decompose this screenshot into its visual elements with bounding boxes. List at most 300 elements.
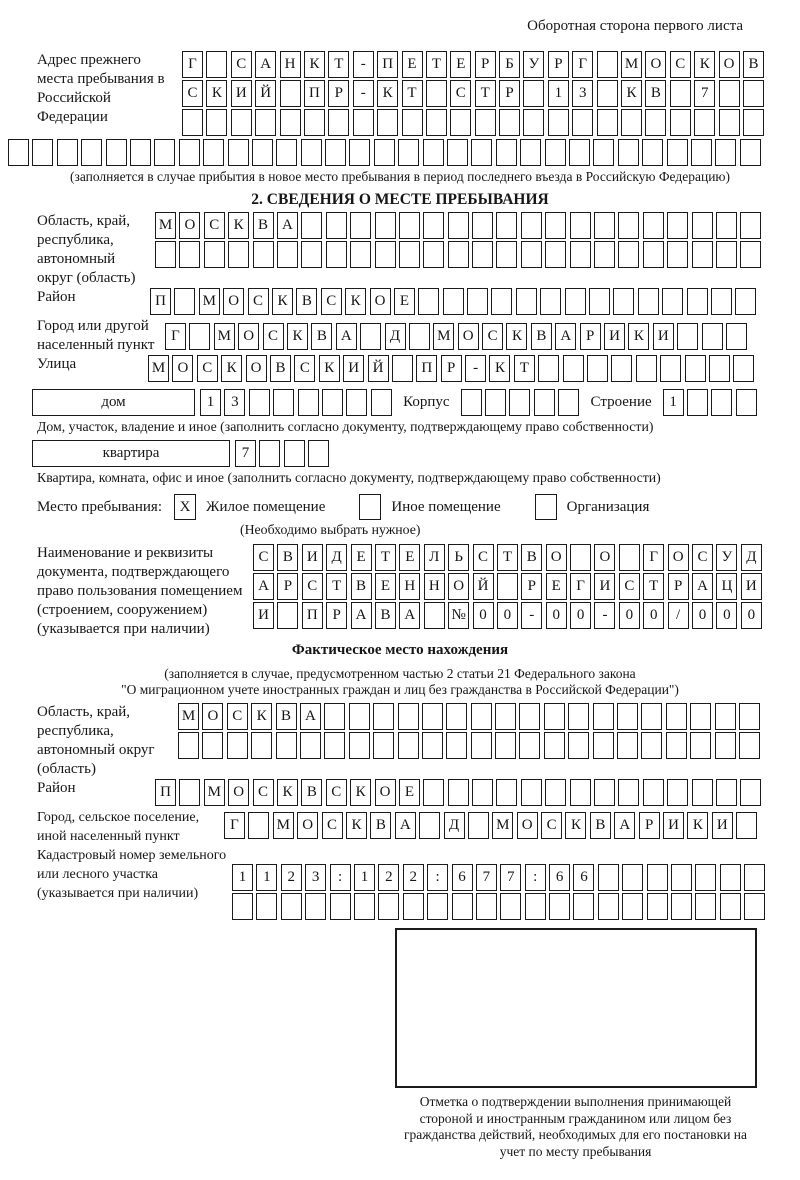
char-cell[interactable]: Л <box>424 544 445 571</box>
char-cell[interactable]: К <box>350 779 371 806</box>
char-cell[interactable]: К <box>272 288 293 315</box>
char-cell[interactable]: 0 <box>546 602 567 629</box>
char-cell[interactable]: - <box>594 602 615 629</box>
char-cell[interactable] <box>641 732 662 759</box>
char-cell[interactable] <box>647 864 668 891</box>
char-cell[interactable] <box>520 139 541 166</box>
char-cell[interactable] <box>277 602 298 629</box>
char-cell[interactable]: Д <box>444 812 465 839</box>
char-cell[interactable]: О <box>719 51 740 78</box>
char-cell[interactable] <box>206 51 227 78</box>
char-cell[interactable] <box>597 51 618 78</box>
char-cell[interactable]: М <box>621 51 642 78</box>
char-cell[interactable] <box>206 109 227 136</box>
char-cell[interactable]: О <box>370 288 391 315</box>
char-cell[interactable] <box>544 703 565 730</box>
char-cell[interactable] <box>662 288 683 315</box>
char-cell[interactable] <box>427 893 448 920</box>
char-cell[interactable] <box>618 139 639 166</box>
char-cell[interactable] <box>228 241 249 268</box>
char-cell[interactable]: 0 <box>716 602 737 629</box>
char-cell[interactable]: О <box>517 812 538 839</box>
char-cell[interactable] <box>642 139 663 166</box>
char-cell[interactable]: Н <box>399 573 420 600</box>
char-cell[interactable] <box>618 779 639 806</box>
char-cell[interactable] <box>694 109 715 136</box>
char-cell[interactable] <box>446 703 467 730</box>
char-cell[interactable] <box>182 109 203 136</box>
char-cell[interactable] <box>733 355 754 382</box>
char-cell[interactable]: Е <box>402 51 423 78</box>
char-cell[interactable] <box>509 389 530 416</box>
char-cell[interactable]: А <box>614 812 635 839</box>
char-cell[interactable]: К <box>287 323 308 350</box>
char-cell[interactable]: Й <box>255 80 276 107</box>
char-cell[interactable]: С <box>302 573 323 600</box>
char-cell[interactable]: О <box>172 355 193 382</box>
char-cell[interactable] <box>735 288 756 315</box>
char-cell[interactable] <box>666 703 687 730</box>
char-cell[interactable] <box>346 389 367 416</box>
char-cell[interactable]: С <box>197 355 218 382</box>
char-cell[interactable]: Р <box>326 602 347 629</box>
char-cell[interactable] <box>227 732 248 759</box>
char-cell[interactable]: Г <box>224 812 245 839</box>
char-cell[interactable] <box>298 389 319 416</box>
char-cell[interactable]: С <box>263 323 284 350</box>
char-cell[interactable] <box>739 703 760 730</box>
char-cell[interactable] <box>740 212 761 239</box>
char-cell[interactable]: Т <box>643 573 664 600</box>
char-cell[interactable] <box>570 212 591 239</box>
char-cell[interactable] <box>130 139 151 166</box>
char-cell[interactable]: У <box>523 51 544 78</box>
char-cell[interactable]: 0 <box>741 602 762 629</box>
char-cell[interactable]: С <box>248 288 269 315</box>
char-cell[interactable] <box>256 893 277 920</box>
char-cell[interactable] <box>179 779 200 806</box>
char-cell[interactable] <box>273 389 294 416</box>
char-cell[interactable] <box>461 389 482 416</box>
char-cell[interactable] <box>301 139 322 166</box>
char-cell[interactable] <box>349 732 370 759</box>
char-cell[interactable] <box>667 779 688 806</box>
char-cell[interactable]: О <box>375 779 396 806</box>
char-cell[interactable] <box>523 80 544 107</box>
char-cell[interactable] <box>448 779 469 806</box>
char-cell[interactable]: С <box>253 779 274 806</box>
char-cell[interactable]: К <box>304 51 325 78</box>
char-cell[interactable] <box>719 80 740 107</box>
char-cell[interactable] <box>106 139 127 166</box>
char-cell[interactable]: С <box>321 288 342 315</box>
char-cell[interactable] <box>685 355 706 382</box>
confirmation-stamp-box[interactable] <box>395 928 757 1088</box>
char-cell[interactable] <box>174 288 195 315</box>
char-cell[interactable] <box>189 323 210 350</box>
char-cell[interactable] <box>545 779 566 806</box>
char-cell[interactable] <box>613 288 634 315</box>
char-cell[interactable]: : <box>525 864 546 891</box>
char-cell[interactable]: М <box>204 779 225 806</box>
char-cell[interactable]: Т <box>328 51 349 78</box>
char-cell[interactable] <box>499 109 520 136</box>
char-cell[interactable] <box>446 732 467 759</box>
char-cell[interactable]: 1 <box>663 389 684 416</box>
char-cell[interactable] <box>447 139 468 166</box>
char-cell[interactable]: А <box>555 323 576 350</box>
char-cell[interactable]: 3 <box>572 80 593 107</box>
char-cell[interactable]: 0 <box>473 602 494 629</box>
char-cell[interactable]: С <box>670 51 691 78</box>
char-cell[interactable] <box>691 139 712 166</box>
char-cell[interactable] <box>687 288 708 315</box>
char-cell[interactable] <box>638 288 659 315</box>
char-cell[interactable] <box>523 109 544 136</box>
char-cell[interactable] <box>402 109 423 136</box>
char-cell[interactable] <box>450 109 471 136</box>
char-cell[interactable]: И <box>741 573 762 600</box>
char-cell[interactable] <box>300 732 321 759</box>
char-cell[interactable] <box>621 109 642 136</box>
char-cell[interactable]: В <box>276 703 297 730</box>
char-cell[interactable]: 0 <box>619 602 640 629</box>
char-cell[interactable] <box>280 80 301 107</box>
char-cell[interactable] <box>301 212 322 239</box>
char-cell[interactable] <box>308 440 329 467</box>
char-cell[interactable] <box>558 389 579 416</box>
char-cell[interactable] <box>597 109 618 136</box>
char-cell[interactable]: С <box>227 703 248 730</box>
char-cell[interactable] <box>476 893 497 920</box>
char-cell[interactable] <box>593 703 614 730</box>
char-cell[interactable]: К <box>251 703 272 730</box>
char-cell[interactable]: 2 <box>403 864 424 891</box>
char-cell[interactable] <box>594 241 615 268</box>
char-cell[interactable] <box>326 212 347 239</box>
char-cell[interactable]: - <box>353 51 374 78</box>
char-cell[interactable] <box>545 241 566 268</box>
char-cell[interactable]: В <box>253 212 274 239</box>
char-cell[interactable]: 0 <box>692 602 713 629</box>
char-cell[interactable] <box>204 241 225 268</box>
char-cell[interactable]: 1 <box>232 864 253 891</box>
char-cell[interactable]: 3 <box>305 864 326 891</box>
char-cell[interactable] <box>660 355 681 382</box>
char-cell[interactable]: О <box>594 544 615 571</box>
char-cell[interactable]: Г <box>572 51 593 78</box>
char-cell[interactable]: 0 <box>643 602 664 629</box>
char-cell[interactable] <box>375 241 396 268</box>
char-cell[interactable] <box>322 389 343 416</box>
char-cell[interactable] <box>350 212 371 239</box>
char-cell[interactable]: В <box>645 80 666 107</box>
char-cell[interactable]: Г <box>643 544 664 571</box>
char-cell[interactable] <box>598 864 619 891</box>
char-cell[interactable]: П <box>302 602 323 629</box>
char-cell[interactable] <box>399 241 420 268</box>
char-cell[interactable]: А <box>253 573 274 600</box>
char-cell[interactable]: А <box>336 323 357 350</box>
char-cell[interactable] <box>671 893 692 920</box>
char-cell[interactable] <box>251 732 272 759</box>
char-cell[interactable]: И <box>663 812 684 839</box>
char-cell[interactable] <box>253 241 274 268</box>
char-cell[interactable]: Д <box>385 323 406 350</box>
char-cell[interactable] <box>568 732 589 759</box>
char-cell[interactable]: Р <box>548 51 569 78</box>
char-cell[interactable]: Р <box>475 51 496 78</box>
char-cell[interactable] <box>670 109 691 136</box>
char-cell[interactable]: 6 <box>573 864 594 891</box>
char-cell[interactable] <box>252 139 273 166</box>
char-cell[interactable] <box>744 864 765 891</box>
char-cell[interactable]: И <box>653 323 674 350</box>
char-cell[interactable] <box>739 732 760 759</box>
char-cell[interactable] <box>548 109 569 136</box>
char-cell[interactable] <box>720 893 741 920</box>
char-cell[interactable] <box>692 212 713 239</box>
char-cell[interactable] <box>284 440 305 467</box>
char-cell[interactable] <box>179 139 200 166</box>
char-cell[interactable]: О <box>458 323 479 350</box>
char-cell[interactable] <box>716 779 737 806</box>
char-cell[interactable] <box>202 732 223 759</box>
char-cell[interactable]: А <box>399 602 420 629</box>
char-cell[interactable]: 6 <box>549 864 570 891</box>
char-cell[interactable]: И <box>302 544 323 571</box>
char-cell[interactable] <box>248 812 269 839</box>
char-cell[interactable] <box>423 241 444 268</box>
char-cell[interactable]: М <box>199 288 220 315</box>
char-cell[interactable]: С <box>182 80 203 107</box>
char-cell[interactable]: О <box>202 703 223 730</box>
char-cell[interactable]: И <box>253 602 274 629</box>
char-cell[interactable] <box>81 139 102 166</box>
char-cell[interactable] <box>375 212 396 239</box>
char-cell[interactable] <box>563 355 584 382</box>
other-premises-checkbox[interactable] <box>359 494 381 520</box>
char-cell[interactable]: Т <box>402 80 423 107</box>
char-cell[interactable] <box>545 212 566 239</box>
char-cell[interactable]: С <box>326 779 347 806</box>
char-cell[interactable] <box>301 241 322 268</box>
char-cell[interactable] <box>471 703 492 730</box>
char-cell[interactable]: Н <box>280 51 301 78</box>
char-cell[interactable] <box>534 389 555 416</box>
char-cell[interactable]: Ь <box>448 544 469 571</box>
char-cell[interactable] <box>468 812 489 839</box>
char-cell[interactable] <box>538 355 559 382</box>
char-cell[interactable] <box>645 109 666 136</box>
char-cell[interactable] <box>496 212 517 239</box>
char-cell[interactable]: М <box>148 355 169 382</box>
char-cell[interactable]: Е <box>450 51 471 78</box>
char-cell[interactable]: А <box>692 573 713 600</box>
char-cell[interactable] <box>667 241 688 268</box>
char-cell[interactable] <box>423 779 444 806</box>
char-cell[interactable] <box>418 288 439 315</box>
char-cell[interactable]: 7 <box>476 864 497 891</box>
char-cell[interactable]: О <box>238 323 259 350</box>
char-cell[interactable] <box>374 139 395 166</box>
char-cell[interactable] <box>497 573 518 600</box>
char-cell[interactable]: А <box>395 812 416 839</box>
char-cell[interactable] <box>716 241 737 268</box>
char-cell[interactable] <box>495 732 516 759</box>
char-cell[interactable] <box>373 703 394 730</box>
char-cell[interactable]: Р <box>668 573 689 600</box>
char-cell[interactable] <box>305 893 326 920</box>
char-cell[interactable] <box>423 139 444 166</box>
char-cell[interactable] <box>330 893 351 920</box>
char-cell[interactable] <box>472 779 493 806</box>
char-cell[interactable] <box>422 703 443 730</box>
char-cell[interactable] <box>354 893 375 920</box>
char-cell[interactable] <box>179 241 200 268</box>
char-cell[interactable]: О <box>448 573 469 600</box>
char-cell[interactable] <box>423 212 444 239</box>
char-cell[interactable]: Д <box>326 544 347 571</box>
char-cell[interactable] <box>687 389 708 416</box>
char-cell[interactable] <box>32 139 53 166</box>
char-cell[interactable]: О <box>223 288 244 315</box>
char-cell[interactable]: У <box>716 544 737 571</box>
char-cell[interactable] <box>399 212 420 239</box>
char-cell[interactable] <box>671 864 692 891</box>
char-cell[interactable]: В <box>351 573 372 600</box>
char-cell[interactable]: Е <box>399 779 420 806</box>
char-cell[interactable] <box>424 602 445 629</box>
char-cell[interactable]: Р <box>521 573 542 600</box>
char-cell[interactable]: 7 <box>694 80 715 107</box>
char-cell[interactable]: И <box>712 812 733 839</box>
char-cell[interactable]: К <box>221 355 242 382</box>
char-cell[interactable]: М <box>433 323 454 350</box>
char-cell[interactable] <box>326 241 347 268</box>
char-cell[interactable] <box>324 732 345 759</box>
char-cell[interactable] <box>398 732 419 759</box>
char-cell[interactable]: К <box>228 212 249 239</box>
char-cell[interactable] <box>740 139 761 166</box>
char-cell[interactable] <box>349 703 370 730</box>
char-cell[interactable] <box>276 139 297 166</box>
char-cell[interactable] <box>259 440 280 467</box>
char-cell[interactable] <box>715 732 736 759</box>
char-cell[interactable] <box>422 732 443 759</box>
char-cell[interactable] <box>280 109 301 136</box>
char-cell[interactable] <box>249 389 270 416</box>
char-cell[interactable] <box>677 323 698 350</box>
char-cell[interactable]: С <box>619 573 640 600</box>
char-cell[interactable]: / <box>668 602 689 629</box>
char-cell[interactable] <box>281 893 302 920</box>
char-cell[interactable] <box>716 212 737 239</box>
char-cell[interactable] <box>491 288 512 315</box>
char-cell[interactable] <box>647 893 668 920</box>
char-cell[interactable]: 6 <box>452 864 473 891</box>
char-cell[interactable] <box>643 212 664 239</box>
char-cell[interactable]: Т <box>514 355 535 382</box>
char-cell[interactable]: А <box>351 602 372 629</box>
char-cell[interactable]: В <box>277 544 298 571</box>
char-cell[interactable]: Р <box>441 355 462 382</box>
char-cell[interactable] <box>371 389 392 416</box>
char-cell[interactable]: В <box>370 812 391 839</box>
char-cell[interactable]: К <box>565 812 586 839</box>
char-cell[interactable]: К <box>628 323 649 350</box>
char-cell[interactable] <box>231 109 252 136</box>
char-cell[interactable] <box>443 288 464 315</box>
char-cell[interactable] <box>349 139 370 166</box>
char-cell[interactable] <box>373 732 394 759</box>
char-cell[interactable]: О <box>668 544 689 571</box>
char-cell[interactable] <box>622 864 643 891</box>
char-cell[interactable]: К <box>345 288 366 315</box>
char-cell[interactable] <box>471 732 492 759</box>
char-cell[interactable] <box>475 109 496 136</box>
char-cell[interactable]: С <box>322 812 343 839</box>
char-cell[interactable] <box>643 779 664 806</box>
char-cell[interactable]: К <box>621 80 642 107</box>
char-cell[interactable] <box>692 241 713 268</box>
char-cell[interactable]: - <box>353 80 374 107</box>
char-cell[interactable] <box>587 355 608 382</box>
char-cell[interactable] <box>711 389 732 416</box>
char-cell[interactable]: А <box>277 212 298 239</box>
char-cell[interactable] <box>472 212 493 239</box>
char-cell[interactable]: 1 <box>256 864 277 891</box>
char-cell[interactable] <box>726 323 747 350</box>
char-cell[interactable]: И <box>231 80 252 107</box>
char-cell[interactable]: Е <box>375 573 396 600</box>
char-cell[interactable]: О <box>228 779 249 806</box>
char-cell[interactable] <box>570 544 591 571</box>
char-cell[interactable] <box>695 893 716 920</box>
char-cell[interactable] <box>743 109 764 136</box>
char-cell[interactable] <box>485 389 506 416</box>
char-cell[interactable]: С <box>231 51 252 78</box>
char-cell[interactable] <box>544 732 565 759</box>
char-cell[interactable] <box>178 732 199 759</box>
char-cell[interactable]: : <box>427 864 448 891</box>
char-cell[interactable]: 1 <box>200 389 221 416</box>
char-cell[interactable] <box>641 703 662 730</box>
char-cell[interactable] <box>378 893 399 920</box>
char-cell[interactable] <box>409 323 430 350</box>
char-cell[interactable]: № <box>448 602 469 629</box>
char-cell[interactable] <box>719 109 740 136</box>
char-cell[interactable]: А <box>300 703 321 730</box>
char-cell[interactable] <box>636 355 657 382</box>
char-cell[interactable]: Т <box>497 544 518 571</box>
char-cell[interactable] <box>496 139 517 166</box>
char-cell[interactable] <box>350 241 371 268</box>
char-cell[interactable] <box>521 241 542 268</box>
char-cell[interactable] <box>540 288 561 315</box>
char-cell[interactable] <box>709 355 730 382</box>
char-cell[interactable]: И <box>594 573 615 600</box>
char-cell[interactable]: С <box>692 544 713 571</box>
char-cell[interactable] <box>426 80 447 107</box>
char-cell[interactable]: Е <box>394 288 415 315</box>
char-cell[interactable]: 7 <box>235 440 256 467</box>
char-cell[interactable] <box>448 241 469 268</box>
char-cell[interactable]: С <box>541 812 562 839</box>
char-cell[interactable] <box>622 893 643 920</box>
char-cell[interactable] <box>495 703 516 730</box>
char-cell[interactable] <box>403 893 424 920</box>
